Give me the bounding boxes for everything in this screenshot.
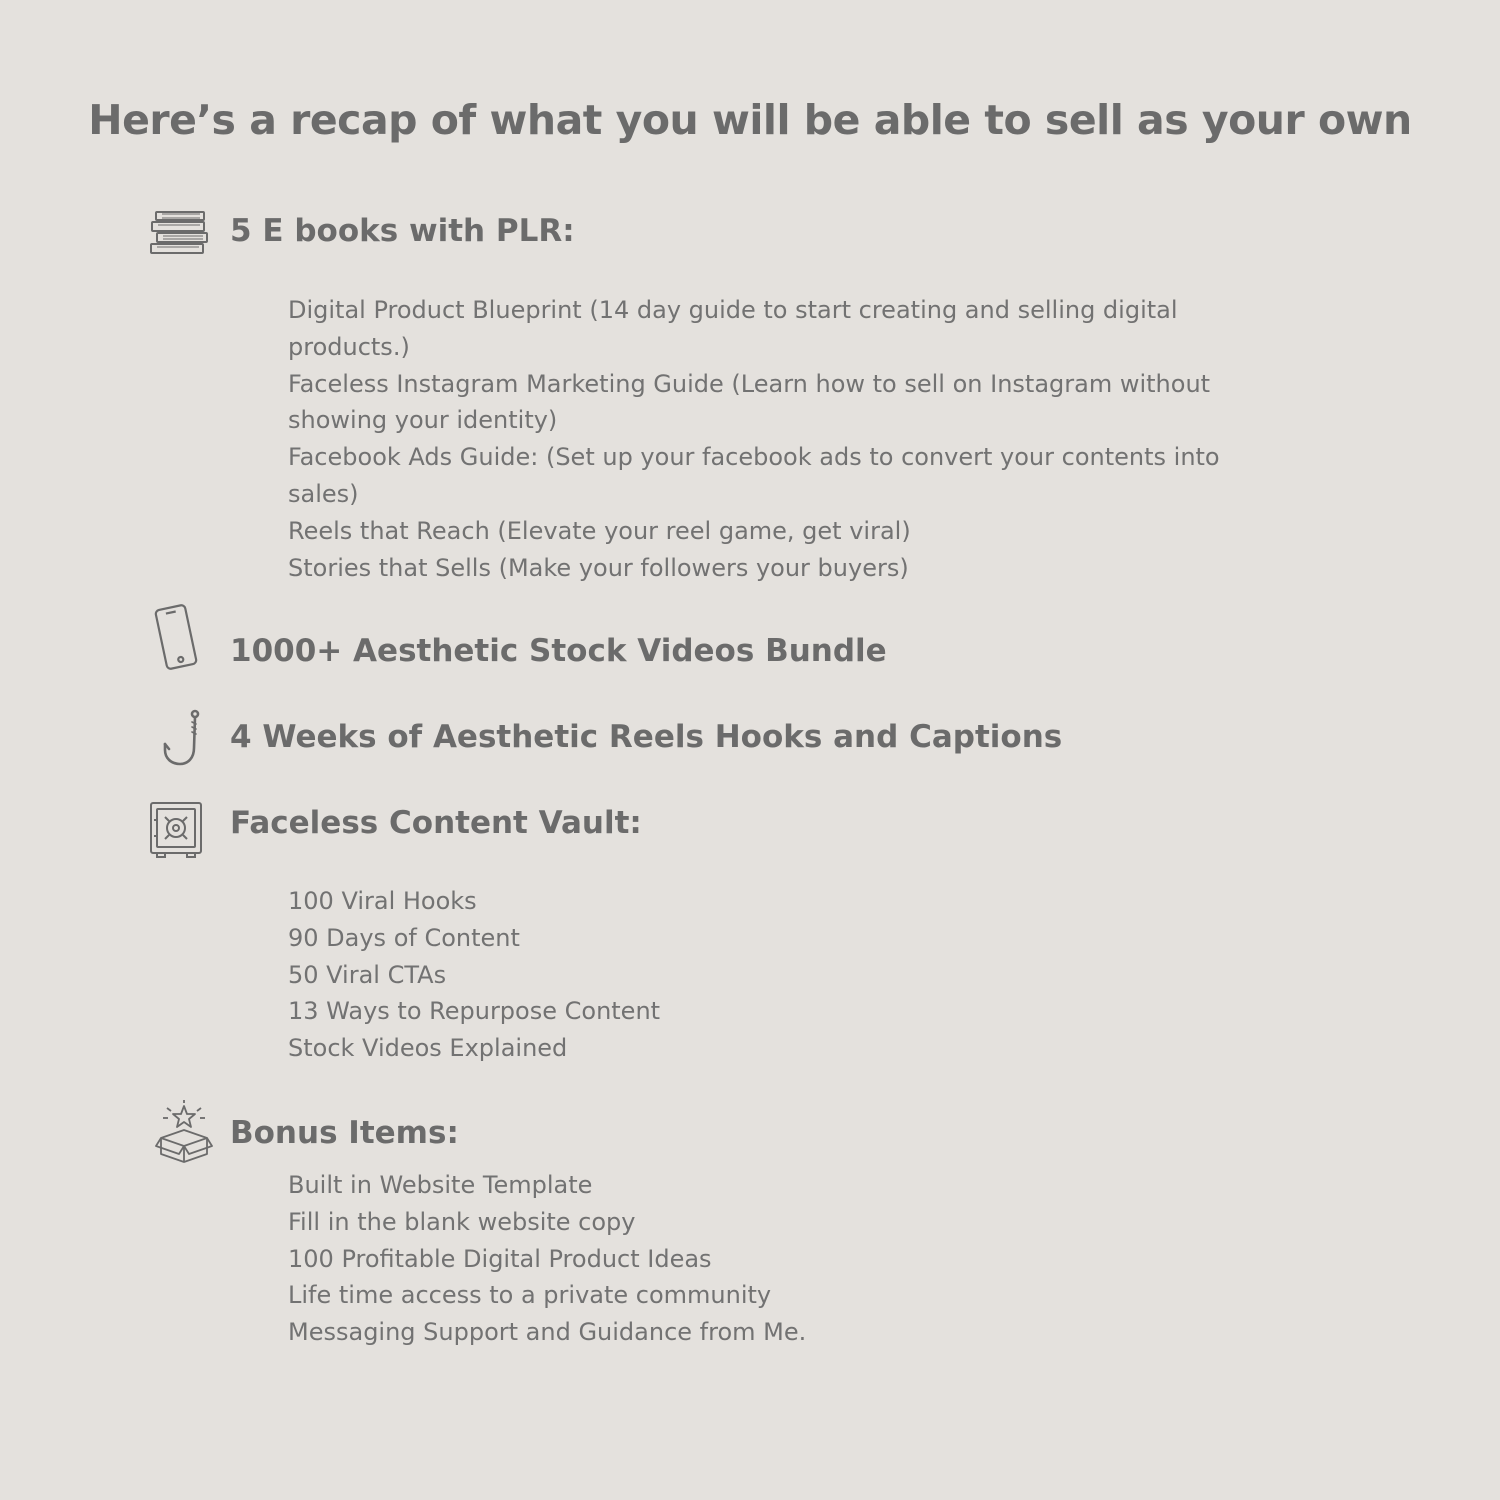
fish-hook-icon bbox=[158, 708, 208, 770]
list-item: Digital Product Blueprint (14 day guide to start creating and selling digital products.) bbox=[288, 296, 1178, 361]
list-item: Stories that Sells (Make your followers your buyers) bbox=[288, 553, 909, 582]
list-item: 90 Days of Content bbox=[288, 923, 520, 952]
list-item: Life time access to a private community bbox=[288, 1281, 772, 1310]
section-heading-content-vault: Faceless Content Vault: bbox=[230, 805, 642, 841]
bonus-list bbox=[288, 1167, 806, 1351]
list-item: 50 Viral CTAs bbox=[288, 960, 447, 989]
list-item: Fill in the blank website copy bbox=[288, 1207, 636, 1236]
list-item: Stock Videos Explained bbox=[288, 1034, 568, 1063]
list-item: 100 Profitable Digital Product Ideas bbox=[288, 1244, 712, 1273]
list-item: Reels that Reach (Elevate your reel game, get viral) bbox=[288, 516, 911, 545]
page-title: Here’s a recap of what you will be able to sell as your own bbox=[88, 96, 1412, 144]
smartphone-icon bbox=[150, 603, 202, 671]
section-heading-ebooks: 5 E books with PLR: bbox=[230, 213, 575, 249]
ebooks-list bbox=[288, 292, 1233, 586]
section-heading-stock-videos: 1000+ Aesthetic Stock Videos Bundle bbox=[230, 633, 887, 669]
list-item: 100 Viral Hooks bbox=[288, 887, 477, 915]
vault-safe-icon bbox=[148, 800, 204, 860]
list-item: 13 Ways to Repurpose Content bbox=[288, 997, 661, 1026]
section-heading-reels-hooks: 4 Weeks of Aesthetic Reels Hooks and Captions bbox=[230, 719, 1063, 755]
list-item: Facebook Ads Guide: (Set up your facebook ads to convert your contents into sales) bbox=[288, 443, 1220, 508]
section-heading-bonus: Bonus Items: bbox=[230, 1115, 459, 1151]
books-stack-icon bbox=[148, 209, 210, 255]
vault-list bbox=[288, 883, 660, 1067]
gift-box-star-icon bbox=[155, 1100, 213, 1166]
list-item: Messaging Support and Guidance from Me. bbox=[288, 1318, 807, 1347]
list-item: Built in Website Template bbox=[288, 1171, 593, 1199]
list-item: Faceless Instagram Marketing Guide (Learn how to sell on Instagram without showing your identity) bbox=[288, 369, 1211, 435]
